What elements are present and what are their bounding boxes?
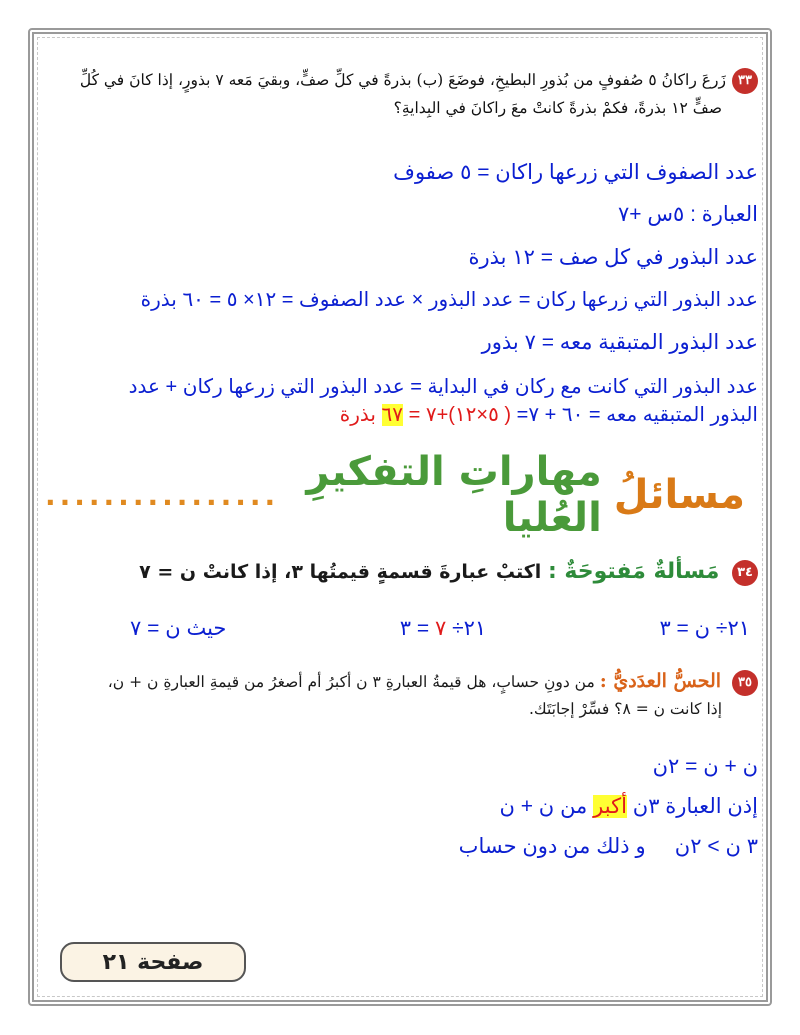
q33-answer-line7	[42, 400, 758, 430]
q33-answer-line6: عدد البذور التي كانت مع ركان في البداية = عدد البذور التي زرعها ركان + عدد	[128, 376, 758, 398]
q34-answer-b-value: ٧	[434, 617, 447, 640]
q33-answer-line3: عدد البذور في كل صف = ١٢ بذرة	[468, 246, 758, 269]
page-number-label	[60, 942, 246, 982]
q34-problem	[42, 557, 758, 587]
q35-answer-line2-part2: من ن + ن	[499, 795, 588, 818]
q33-answer-line4: عدد البذور التي زرعها ركان = عدد البذور × عدد الصفوف = ١٢× ٥ = ٦٠ بذرة	[140, 289, 758, 311]
q35-label: الحسُّ العدَديُّ :	[599, 670, 722, 692]
q34-answer-b	[400, 614, 486, 644]
q34-number-badge: ٣٤	[732, 560, 758, 586]
q33-number-badge: ٣٣	[732, 68, 758, 94]
section-dots: ................	[45, 478, 280, 512]
q33-last-line-result: ٦٧	[381, 404, 404, 426]
q34-answer-a: ٢١÷ ن = ٣	[659, 617, 750, 640]
q33-answer-line1: عدد الصفوف التي زرعها راكان = ٥ صفوف	[393, 161, 758, 184]
q35-text-line1: من دونِ حسابٍ، هل قيمةُ العبارةِ ٣ ن أكبرُ أم أصغرُ من قيمةِ العبارةِ ن + ن،	[107, 673, 595, 691]
q33-last-line-part1: البذور المتبقيه معه = ٦٠ + ٧=	[516, 404, 758, 426]
section-title-word2: مهاراتِ التفكيرِ العُليا	[306, 449, 602, 541]
section-header	[45, 449, 745, 541]
q35-answer-line1: ن + ن = ٢ن	[652, 755, 758, 778]
q33-answer-line2: العبارة : ٥س +٧	[617, 203, 758, 226]
q34-answer-b-part2: = ٣	[399, 617, 430, 640]
q33-problem-line1: زَرعَ راكانُ ٥ صُفوفٍ من بُذورِ البطيخِ، فوضَعَ (ب) بذرةً في كلِّ صفٍّ، وبقيَ مَعه ٧ بذورٍ، إذا كانَ في كُلِّ	[79, 71, 726, 89]
q35-text-line2: إذا كانت ن = ٨؟ فسِّرْ إجابَتَك.	[528, 700, 722, 718]
q35-answer-line2-part1: إذن العبارة ٣ن	[632, 795, 758, 818]
q34-answer-b-part1: ٢١÷	[452, 617, 487, 640]
q35-answer-line2	[42, 792, 758, 822]
q33-last-line-part2: ( ٥×١٢)+٧ =	[408, 404, 512, 426]
q33-last-line-unit: بذرة	[339, 404, 376, 426]
q35-answer-line3: ٣ ن > ٢ن و ذلك من دون حساب	[458, 835, 758, 858]
page-number-text: صفحة ٢١	[102, 949, 204, 975]
q34-answer-c: حيث ن = ٧	[130, 617, 227, 640]
q33-problem-line2: صفٍّ ١٢ بذرةً، فكمْ بذرةً كانتْ معَ راكانَ في البِدايةِ؟	[393, 99, 722, 117]
q35-problem	[42, 668, 758, 722]
q35-number-badge: ٣٥	[732, 670, 758, 696]
q34-answers	[130, 614, 750, 644]
section-title-word1: مسائلُ	[613, 472, 745, 518]
q33-problem	[42, 66, 758, 122]
q34-label: مَسألةٌ مَفتوحَةٌ :	[547, 559, 720, 584]
q34-text: اكتبْ عبارةَ قسمةٍ قيمتُها ٣، إذا كانتْ ن = ٧	[139, 561, 542, 583]
q33-answer-line5: عدد البذور المتبقية معه = ٧ بذور	[481, 331, 758, 354]
q35-answer-highlight: أكبر	[593, 795, 627, 818]
